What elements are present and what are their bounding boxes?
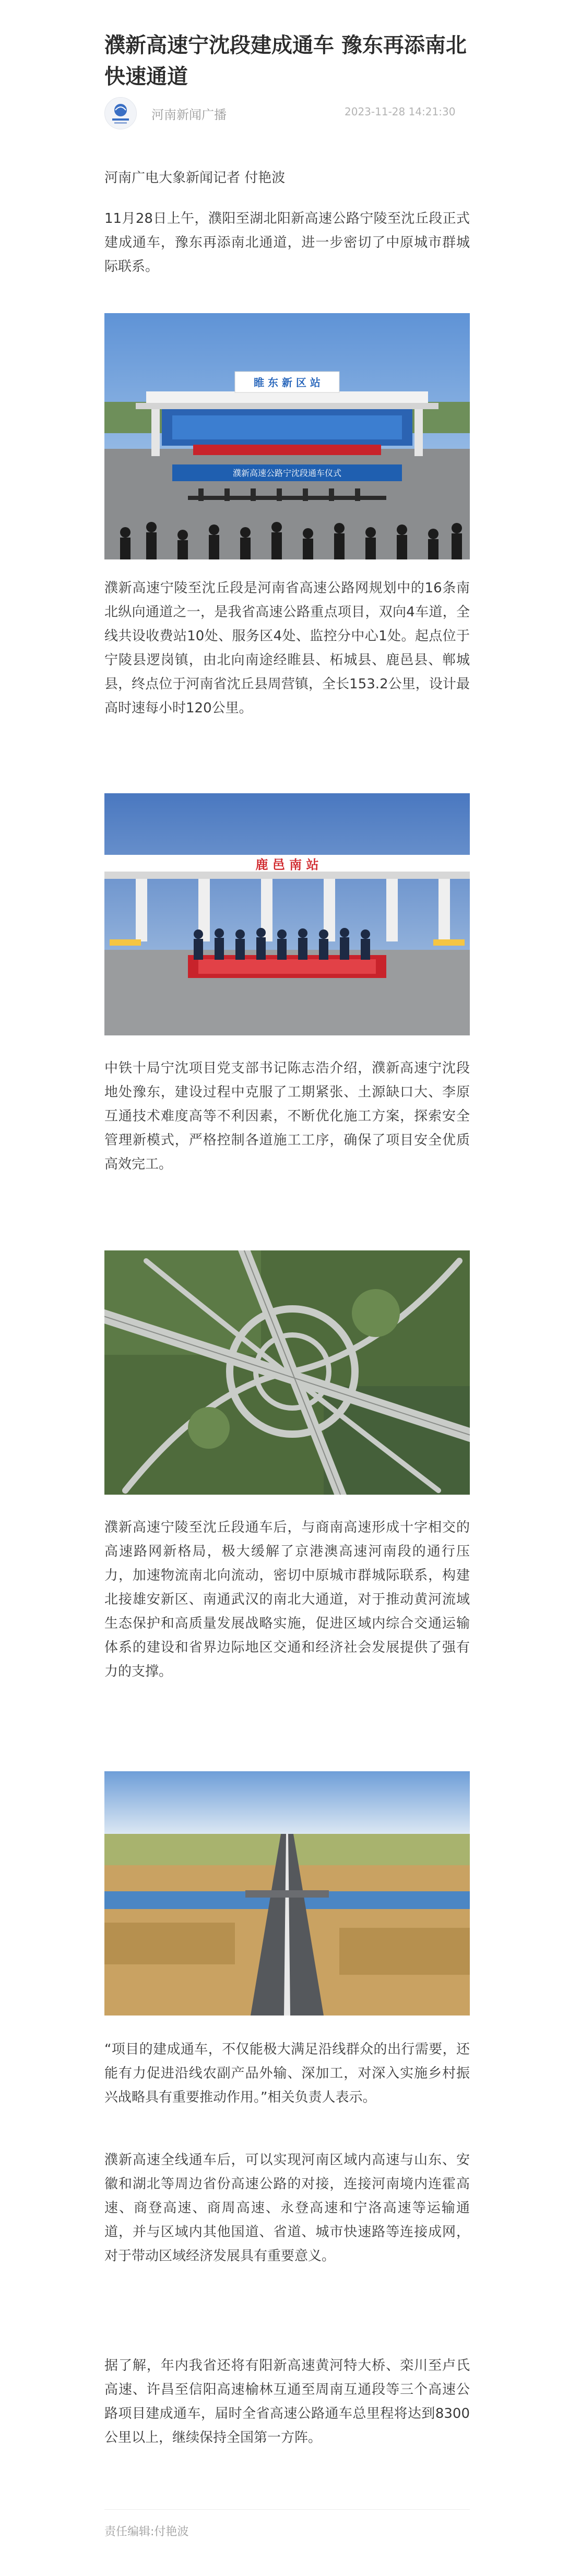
photo-toll-station-ceremony[interactable] xyxy=(104,313,470,559)
paragraph-7: 据了解，年内我省还将有阳新高速黄河特大桥、栾川至卢氏高速、许昌至信阳高速榆林互通至周南互通段等三个高速公路项目建成通车，届时全省高速公路通车总里程将达到8300公里以上，继续保持全国第一方阵。 xyxy=(104,2358,470,2446)
paragraph-5: “项目的建成通车，不仅能极大满足沿线群众的出行需要，还能有力促进沿线农副产品外输、深加工，对深入实施乡村振兴战略具有重要推动作用。”相关负责人表示。 xyxy=(104,2042,470,2105)
photo1-banner: 濮新高速公路宁沈段通车仪式 xyxy=(232,468,342,478)
photo-aerial-interchange[interactable] xyxy=(104,1250,470,1495)
photo1-station-sign: 睢 东 新 区 站 xyxy=(254,376,321,389)
paragraph-2: 濮新高速宁陵至沈丘段是河南省高速公路网规划中的16条南北纵向通道之一，是我省高速公路重点项目，双向4车道，全线共设收费站10处、服务区4处、监控分中心1处。起点位于宁陵县逻岗镇，由北向南途经睢县、柘城县、鹿邑县、郸城县，终点位于河南省沈丘县周营镇，全长153.2公里，设计最高时速每小时120公里。 xyxy=(104,580,470,716)
paragraph-1: 11月28日上午，濮阳至湖北阳新高速公路宁陵至沈丘段正式建成通车，豫东再添南北通道，进一步密切了中原城市群城际联系。 xyxy=(104,211,470,275)
source-logo-icon[interactable] xyxy=(104,97,137,129)
editor-credit: 责任编辑:付艳波 xyxy=(104,2525,189,2538)
paragraph-4: 濮新高速宁陵至沈丘段通车后，与商南高速形成十字相交的高速路网新格局，极大缓解了京港澳高速河南段的通行压力，加速物流南北向流动，密切中原城市群城际联系，构建北接雄安新区、南通武汉的南北大通道，对于推动黄河流域生态保护和高质量发展战略实施，促进区域内综合交通运输体系的建设和省界边际地区交通和经济社会发展提供了强有力的支撑。 xyxy=(104,1520,470,1679)
paragraph-3: 中铁十局宁沈项目党支部书记陈志浩介绍，濮新高速宁沈段地处豫东，建设过程中克服了工期紧张、土源缺口大、李原互通技术难度高等不利因素，不断优化施工方案，探索安全管理新模式，严格控制各道施工工序，确保了项目安全优质高效完工。 xyxy=(104,1060,470,1172)
photo-luyi-south-station[interactable] xyxy=(104,793,470,1035)
photo-aerial-highway[interactable] xyxy=(104,1771,470,2016)
article-title: 濮新高速宁沈段建成通车 豫东再添南北快速通道 xyxy=(104,33,467,89)
source-name[interactable]: 河南新闻广播 xyxy=(151,108,227,122)
article-meta xyxy=(104,97,470,134)
editor-divider xyxy=(104,2509,470,2510)
publish-time: 2023-11-28 14:21:30 xyxy=(345,105,456,118)
paragraph-6: 濮新高速全线通车后，可以实现河南区域内高速与山东、安徽和湖北等周边省份高速公路的对接，连接河南境内连霍高速、商登高速、商周高速、永登高速和宁洛高速等运输通道，并与区域内其他国道、省道、城市快速路等连接成网，对于带动区域经济发展具有重要意义。 xyxy=(104,2152,470,2264)
reporter-line: 河南广电大象新闻记者 付艳波 xyxy=(104,170,286,186)
photo2-station-sign: 鹿 邑 南 站 xyxy=(255,857,319,872)
